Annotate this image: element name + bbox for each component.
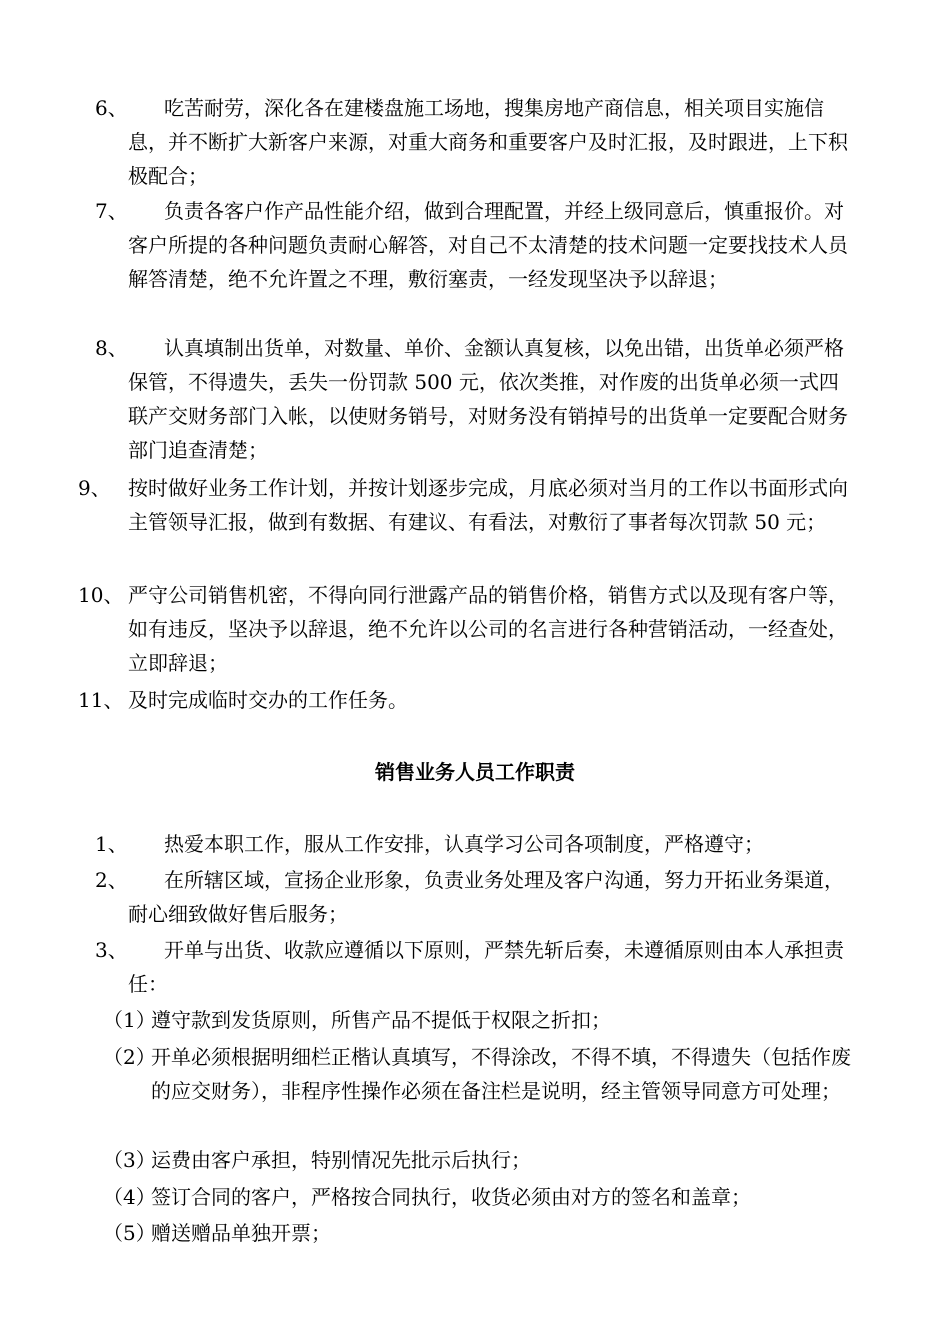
item-number: 10、: [78, 583, 124, 607]
sub-item-text: 签订合同的客户，严格按合同执行，收货必须由对方的签名和盖章；: [151, 1185, 751, 1209]
sub-item-text: 赠送赠品单独开票；: [151, 1221, 331, 1245]
sub-item-number: （3）: [103, 1148, 156, 1172]
list-item-1: [0, 827, 950, 861]
sub-item-number: （1）: [103, 1008, 156, 1032]
sub-item-1: [103, 1003, 863, 1037]
item-number: 11、: [78, 688, 124, 712]
sub-item-4: [103, 1180, 863, 1214]
sub-item-number: （2）: [103, 1045, 156, 1069]
list-item-9: [0, 471, 950, 573]
sub-item-text: 遵守款到发货原则，所售产品不提低于权限之折扣；: [151, 1008, 611, 1032]
item-text: 在所辖区域，宣扬企业形象，负责业务处理及客户沟通，努力开拓业务渠道，耐心细致做好售后服务；: [128, 868, 844, 926]
sub-item-2: [103, 1040, 863, 1142]
item-text: 按时做好业务工作计划，并按计划逐步完成，月底必须对当月的工作以书面形式向主管领导汇报，做到有数据、有建议、有看法，对敷衍了事者每次罚款 50 元；: [128, 476, 848, 534]
list-item-7: [0, 194, 950, 330]
list-item-6: [0, 91, 950, 193]
item-text: 认真填制出货单，对数量、单价、金额认真复核，以免出错，出货单必须严格保管，不得遗失，丢失一份罚款 500 元，依次类推，对作废的出货单必须一式四联产交财务部门入帐，以使财务销号，对财务没有销掉号的出货单一定要配合财务部门追查清楚；: [128, 336, 848, 462]
list-item-8: [0, 331, 950, 467]
list-item-3: [0, 933, 950, 1001]
sub-item-number: （5）: [103, 1221, 156, 1245]
item-text: 严守公司销售机密，不得向同行泄露产品的销售价格，销售方式以及现有客户等，如有违反，坚决予以辞退，绝不允许以公司的名言进行各种营销活动，一经查处，立即辞退；: [128, 583, 848, 675]
sub-item-text: 开单必须根据明细栏正楷认真填写，不得涂改，不得不填，不得遗失（包括作废的应交财务），非程序性操作必须在备注栏是说明，经主管领导同意方可处理；: [151, 1045, 851, 1103]
sub-item-text: 运费由客户承担，特别情况先批示后执行；: [151, 1148, 531, 1172]
item-text: 及时完成临时交办的工作任务。: [128, 688, 408, 712]
item-text: 吃苦耐劳，深化各在建楼盘施工场地，搜集房地产商信息，相关项目实施信息，并不断扩大新客户来源，对重大商务和重要客户及时汇报，及时跟进，上下积极配合；: [128, 96, 848, 188]
list-item-2: [0, 863, 950, 931]
sub-item-number: （4）: [103, 1185, 156, 1209]
item-number: 2、: [95, 868, 128, 892]
item-number: 9、: [78, 476, 111, 500]
item-text: 负责各客户作产品性能介绍，做到合理配置，并经上级同意后，慎重报价。对客户所提的各种问题负责耐心解答，对自己不太清楚的技术问题一定要找技术人员解答清楚，绝不允许置之不理，敷衍塞责，一经发现坚决予以辞退；: [128, 199, 848, 291]
item-text: 开单与出货、收款应遵循以下原则，严禁先斩后奏，未遵循原则由本人承担责任：: [128, 938, 844, 996]
list-item-11: [0, 683, 950, 717]
item-number: 7、: [95, 199, 128, 223]
list-item-10: [0, 578, 950, 680]
sub-item-5: [103, 1216, 863, 1250]
item-number: 1、: [95, 832, 128, 856]
section-title: 销售业务人员工作职责: [375, 760, 575, 784]
sub-item-3: [103, 1143, 863, 1177]
item-number: 8、: [95, 336, 128, 360]
item-number: 6、: [95, 96, 128, 120]
item-number: 3、: [95, 938, 128, 962]
item-text: 热爱本职工作，服从工作安排，认真学习公司各项制度，严格遵守；: [164, 832, 764, 856]
